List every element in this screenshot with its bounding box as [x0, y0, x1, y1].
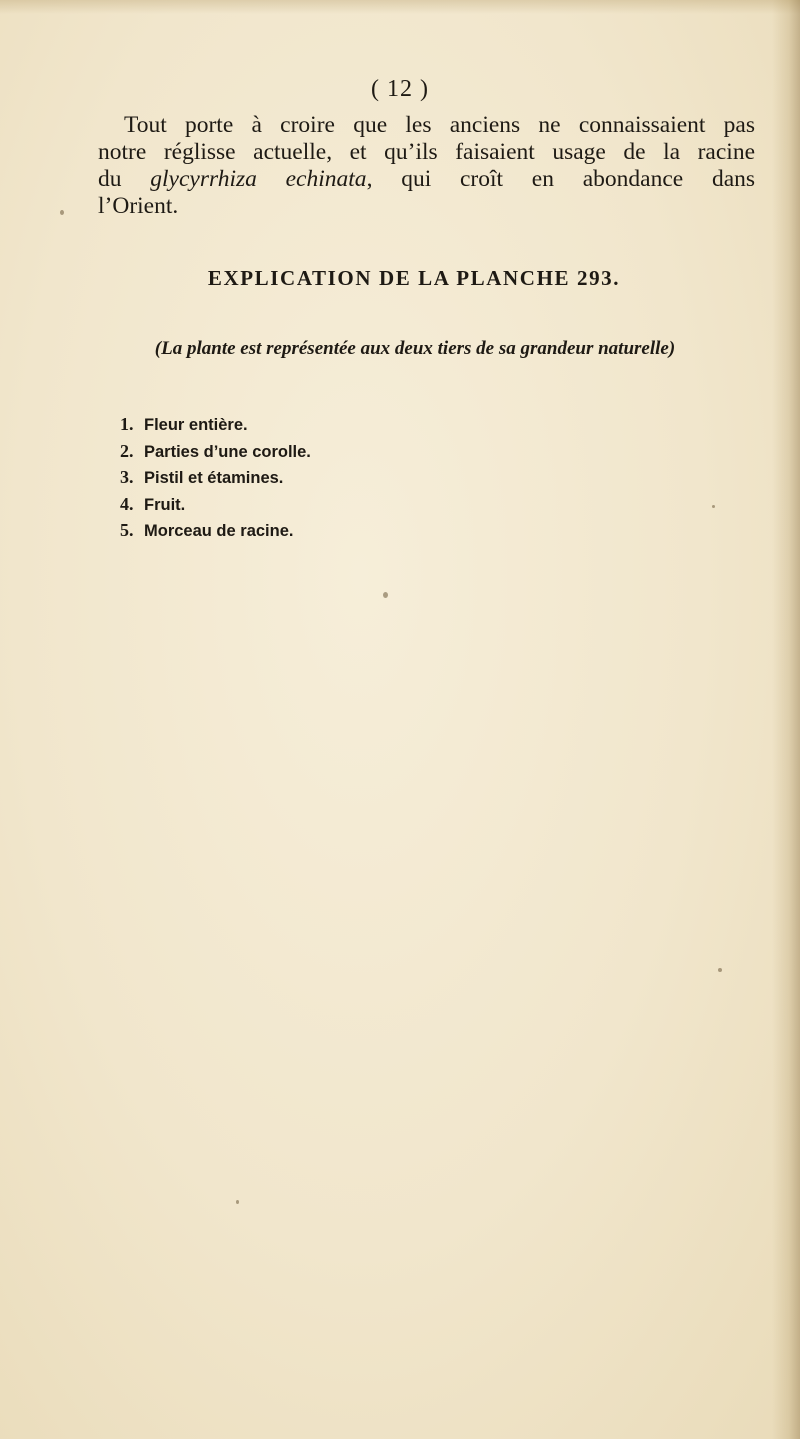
paragraph-line: l’Orient.: [98, 193, 179, 219]
legend-item: [120, 520, 311, 547]
legend-number: 3.: [120, 467, 134, 487]
paragraph-line: [98, 166, 755, 193]
section-heading: EXPLICATION DE LA PLANCHE 293.: [207, 266, 621, 290]
paper-speck: [60, 210, 64, 215]
paragraph-text: , qui croît en abondance dans: [366, 166, 756, 192]
paper-speck: [236, 1200, 239, 1204]
paper-speck: [718, 968, 722, 972]
paper-speck: [712, 505, 715, 508]
legend-text: Fleur entière.: [144, 416, 248, 434]
legend-number: 1.: [120, 414, 134, 434]
plate-caption: (La plante est représentée aux deux tiers de sa grandeur naturelle): [154, 338, 676, 359]
legend-text: Morceau de racine.: [144, 522, 294, 540]
legend-item: [120, 441, 311, 468]
legend-number: 4.: [120, 493, 134, 514]
legend-item: [120, 414, 311, 441]
paragraph-line: Tout porte à croire que les anciens ne connaissaient pas: [124, 112, 755, 138]
paragraph-text: du: [98, 166, 122, 192]
legend-text: Fruit.: [144, 495, 186, 514]
legend-item: [120, 467, 311, 494]
page-top-edge: [0, 0, 800, 14]
botanical-name: glycyrrhiza echinata: [150, 166, 367, 192]
paper-speck: [383, 592, 388, 598]
legend-number: 2.: [120, 440, 134, 461]
legend-text: Pistil et étamines.: [144, 469, 284, 487]
paragraph-line: notre réglisse actuelle, et qu’ils faisaient usage de la racine: [98, 139, 755, 165]
legend-number: 5.: [120, 520, 134, 540]
plate-legend: [120, 414, 311, 547]
page-number: ( 12 ): [371, 76, 429, 102]
legend-text: Parties d’une corolle.: [144, 442, 311, 461]
page-right-edge: [772, 0, 800, 1439]
body-paragraph: [98, 112, 755, 220]
legend-item: [120, 494, 311, 521]
